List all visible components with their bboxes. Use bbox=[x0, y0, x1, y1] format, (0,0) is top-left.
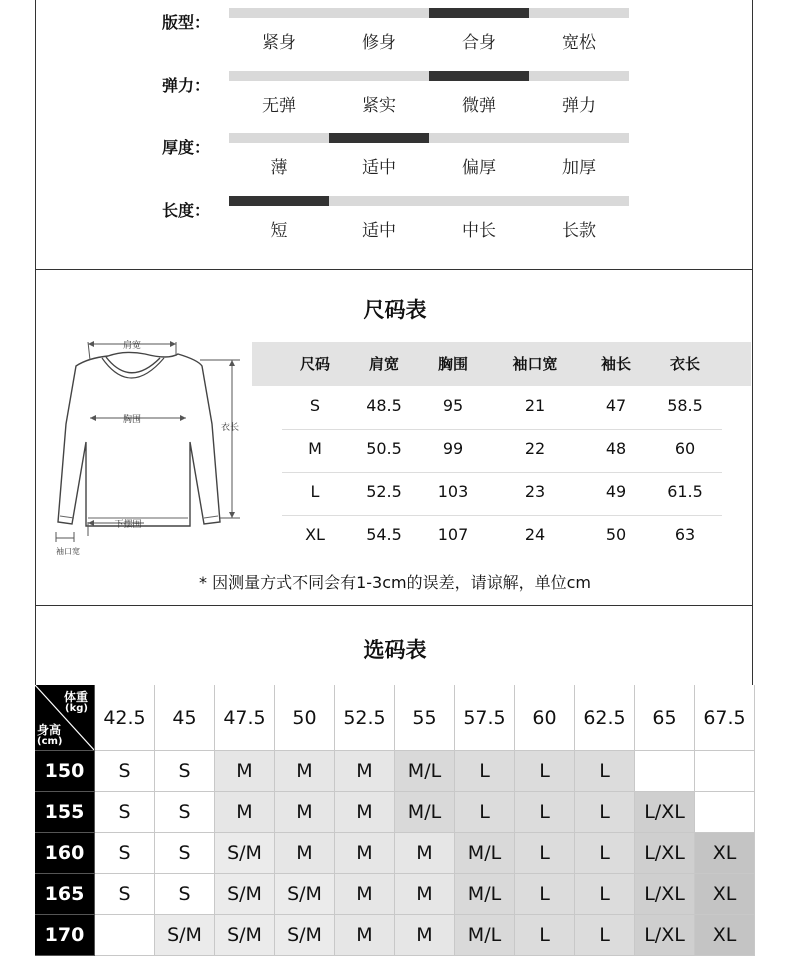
weight-header-cell: 60 bbox=[515, 685, 575, 751]
selection-cell: M/L bbox=[395, 751, 455, 792]
size-table-cell: 47 bbox=[605, 396, 627, 415]
selection-cell: S bbox=[95, 792, 155, 833]
selection-cell: S bbox=[155, 874, 215, 915]
selection-cell: L bbox=[515, 833, 575, 874]
selection-cell: S bbox=[95, 874, 155, 915]
selection-cell: L bbox=[575, 751, 635, 792]
attribute-option: 紧实 bbox=[362, 96, 396, 116]
size-table-cell: XL bbox=[305, 525, 325, 544]
size-table-cell: 49 bbox=[605, 482, 627, 501]
size-table-cell: 48 bbox=[605, 439, 627, 458]
size-table-header-cell: 袖长 bbox=[600, 355, 631, 373]
weight-header-cell: 55 bbox=[395, 685, 455, 751]
selection-cell: S/M bbox=[215, 915, 275, 956]
selection-cell: L bbox=[515, 751, 575, 792]
selection-cell: S/M bbox=[275, 874, 335, 915]
selection-cell: S bbox=[95, 751, 155, 792]
selection-cell: M bbox=[275, 751, 335, 792]
attribute-label: 弹力： bbox=[162, 76, 211, 95]
weight-header-cell: 57.5 bbox=[455, 685, 515, 751]
selection-cell: M bbox=[395, 874, 455, 915]
selection-cell bbox=[695, 792, 755, 833]
height-row-header: 160 bbox=[35, 833, 95, 874]
selection-cell: M bbox=[275, 833, 335, 874]
attribute-option: 偏厚 bbox=[462, 158, 496, 178]
selection-cell: XL bbox=[695, 833, 755, 874]
size-table-cell: 63 bbox=[674, 525, 696, 544]
size-table-header-cell: 衣长 bbox=[669, 355, 700, 373]
attribute-label: 厚度： bbox=[162, 138, 211, 157]
height-row-header: 170 bbox=[35, 915, 95, 956]
size-table-divider bbox=[282, 515, 722, 516]
selection-cell: L bbox=[575, 874, 635, 915]
size-chart-title: 尺码表 bbox=[363, 298, 427, 322]
size-table-cell: 50.5 bbox=[366, 439, 402, 458]
weight-header-cell: 50 bbox=[275, 685, 335, 751]
selection-cell: M bbox=[335, 751, 395, 792]
size-table-cell: 21 bbox=[524, 396, 546, 415]
size-table-cell: 99 bbox=[442, 439, 464, 458]
attribute-bar-selected bbox=[229, 196, 329, 206]
attribute-label: 版型： bbox=[162, 13, 211, 32]
height-row-header: 165 bbox=[35, 874, 95, 915]
selection-cell: M bbox=[215, 792, 275, 833]
selection-cell: M bbox=[335, 833, 395, 874]
selection-cell: S/M bbox=[215, 874, 275, 915]
size-table-cell: 54.5 bbox=[366, 525, 402, 544]
weight-header-cell: 62.5 bbox=[575, 685, 635, 751]
selection-cell: M/L bbox=[455, 874, 515, 915]
attribute-bar bbox=[229, 8, 629, 18]
attribute-option: 合身 bbox=[462, 33, 496, 53]
selection-chart-title: 选码表 bbox=[363, 638, 427, 662]
corner-weight-unit: (kg) bbox=[65, 703, 88, 714]
selection-cell: S/M bbox=[215, 833, 275, 874]
size-table-divider bbox=[282, 472, 722, 473]
attribute-bar-selected bbox=[429, 71, 529, 81]
attribute-bar-selected bbox=[329, 133, 429, 143]
selection-cell: L bbox=[455, 792, 515, 833]
weight-header-cell: 52.5 bbox=[335, 685, 395, 751]
selection-cell: L/XL bbox=[635, 915, 695, 956]
selection-cell: L bbox=[515, 874, 575, 915]
size-table-header-cell: 胸围 bbox=[437, 355, 468, 373]
selection-cell bbox=[635, 751, 695, 792]
size-table-cell: S bbox=[309, 396, 321, 415]
selection-cell: M bbox=[335, 874, 395, 915]
size-table-header-cell: 袖口宽 bbox=[512, 355, 558, 373]
size-table-cell: 60 bbox=[674, 439, 696, 458]
size-table-cell: 103 bbox=[437, 482, 469, 501]
selection-cell: M/L bbox=[455, 833, 515, 874]
selection-cell: L bbox=[515, 915, 575, 956]
selection-cell: M bbox=[275, 792, 335, 833]
height-row-header: 155 bbox=[35, 792, 95, 833]
size-table-cell: 23 bbox=[524, 482, 546, 501]
height-row-header: 150 bbox=[35, 751, 95, 792]
selection-cell: L/XL bbox=[635, 833, 695, 874]
selection-cell: S/M bbox=[155, 915, 215, 956]
attribute-option: 适中 bbox=[362, 221, 396, 241]
cuff-label: 袖口宽 bbox=[56, 547, 80, 556]
size-table-header-cell: 尺码 bbox=[299, 355, 330, 373]
selection-cell: L bbox=[455, 751, 515, 792]
size-table-divider bbox=[282, 429, 722, 430]
weight-header-cell: 45 bbox=[155, 685, 215, 751]
selection-grid-corner bbox=[35, 685, 95, 751]
selection-cell: S/M bbox=[275, 915, 335, 956]
selection-cell: XL bbox=[695, 915, 755, 956]
selection-cell: S bbox=[95, 833, 155, 874]
attribute-option: 中长 bbox=[462, 221, 496, 241]
size-table-cell: M bbox=[308, 439, 322, 458]
size-table-cell: 58.5 bbox=[667, 396, 703, 415]
size-table-cell: 22 bbox=[524, 439, 546, 458]
attribute-option: 薄 bbox=[270, 158, 288, 178]
selection-cell: L bbox=[515, 792, 575, 833]
selection-cell: M bbox=[395, 833, 455, 874]
attribute-option: 无弹 bbox=[262, 96, 296, 116]
attribute-label: 长度： bbox=[162, 201, 211, 220]
weight-header-cell: 47.5 bbox=[215, 685, 275, 751]
selection-cell: L bbox=[575, 915, 635, 956]
selection-cell: L bbox=[575, 792, 635, 833]
size-table-cell: L bbox=[310, 482, 320, 501]
shoulder-label: 肩宽 bbox=[122, 341, 142, 351]
selection-cell: M bbox=[215, 751, 275, 792]
weight-header-cell: 65 bbox=[635, 685, 695, 751]
selection-cell: L/XL bbox=[635, 792, 695, 833]
corner-height-label: 身高 bbox=[37, 723, 62, 737]
size-table-cell: 61.5 bbox=[667, 482, 703, 501]
attribute-option: 微弹 bbox=[462, 96, 496, 116]
selection-cell: S bbox=[155, 751, 215, 792]
weight-header-cell: 67.5 bbox=[695, 685, 755, 751]
attribute-bar-selected bbox=[429, 8, 529, 18]
size-table-cell: 48.5 bbox=[366, 396, 402, 415]
selection-cell: S bbox=[155, 792, 215, 833]
attribute-option: 紧身 bbox=[262, 33, 296, 53]
measurement-note: * 因测量方式不同会有1-3cm的误差，请谅解，单位cm bbox=[199, 573, 591, 592]
selection-cell bbox=[95, 915, 155, 956]
attribute-option: 适中 bbox=[362, 158, 396, 178]
size-table-cell: 24 bbox=[524, 525, 546, 544]
selection-cell: M bbox=[335, 792, 395, 833]
size-table-cell: 107 bbox=[437, 525, 469, 544]
selection-cell: XL bbox=[695, 874, 755, 915]
size-table-cell: 95 bbox=[442, 396, 464, 415]
attribute-option: 加厚 bbox=[562, 158, 596, 178]
selection-cell: L/XL bbox=[635, 874, 695, 915]
corner-weight-label: 体重 bbox=[63, 690, 88, 704]
selection-cell: M/L bbox=[455, 915, 515, 956]
selection-cell bbox=[695, 751, 755, 792]
attribute-bar bbox=[229, 196, 629, 206]
attribute-option: 弹力 bbox=[562, 96, 596, 116]
size-table-header-cell: 肩宽 bbox=[368, 355, 399, 373]
selection-cell: M bbox=[335, 915, 395, 956]
weight-header-cell: 42.5 bbox=[95, 685, 155, 751]
garment-diagram bbox=[50, 332, 250, 562]
length-label: 衣长 bbox=[220, 423, 240, 433]
hem-label: 下摆围 bbox=[114, 520, 142, 530]
attribute-bar bbox=[229, 133, 629, 143]
attribute-option: 修身 bbox=[362, 33, 396, 53]
selection-cell: L bbox=[575, 833, 635, 874]
size-table-cell: 50 bbox=[605, 525, 627, 544]
selection-cell: M/L bbox=[395, 792, 455, 833]
selection-cell: S bbox=[155, 833, 215, 874]
attribute-option: 短 bbox=[270, 221, 288, 241]
size-table-cell: 52.5 bbox=[366, 482, 402, 501]
attribute-bar bbox=[229, 71, 629, 81]
selection-cell: M bbox=[395, 915, 455, 956]
attribute-option: 长款 bbox=[562, 221, 596, 241]
attribute-option: 宽松 bbox=[562, 33, 596, 53]
chest-label: 胸围 bbox=[122, 415, 142, 425]
corner-height-unit: (cm) bbox=[37, 736, 63, 747]
